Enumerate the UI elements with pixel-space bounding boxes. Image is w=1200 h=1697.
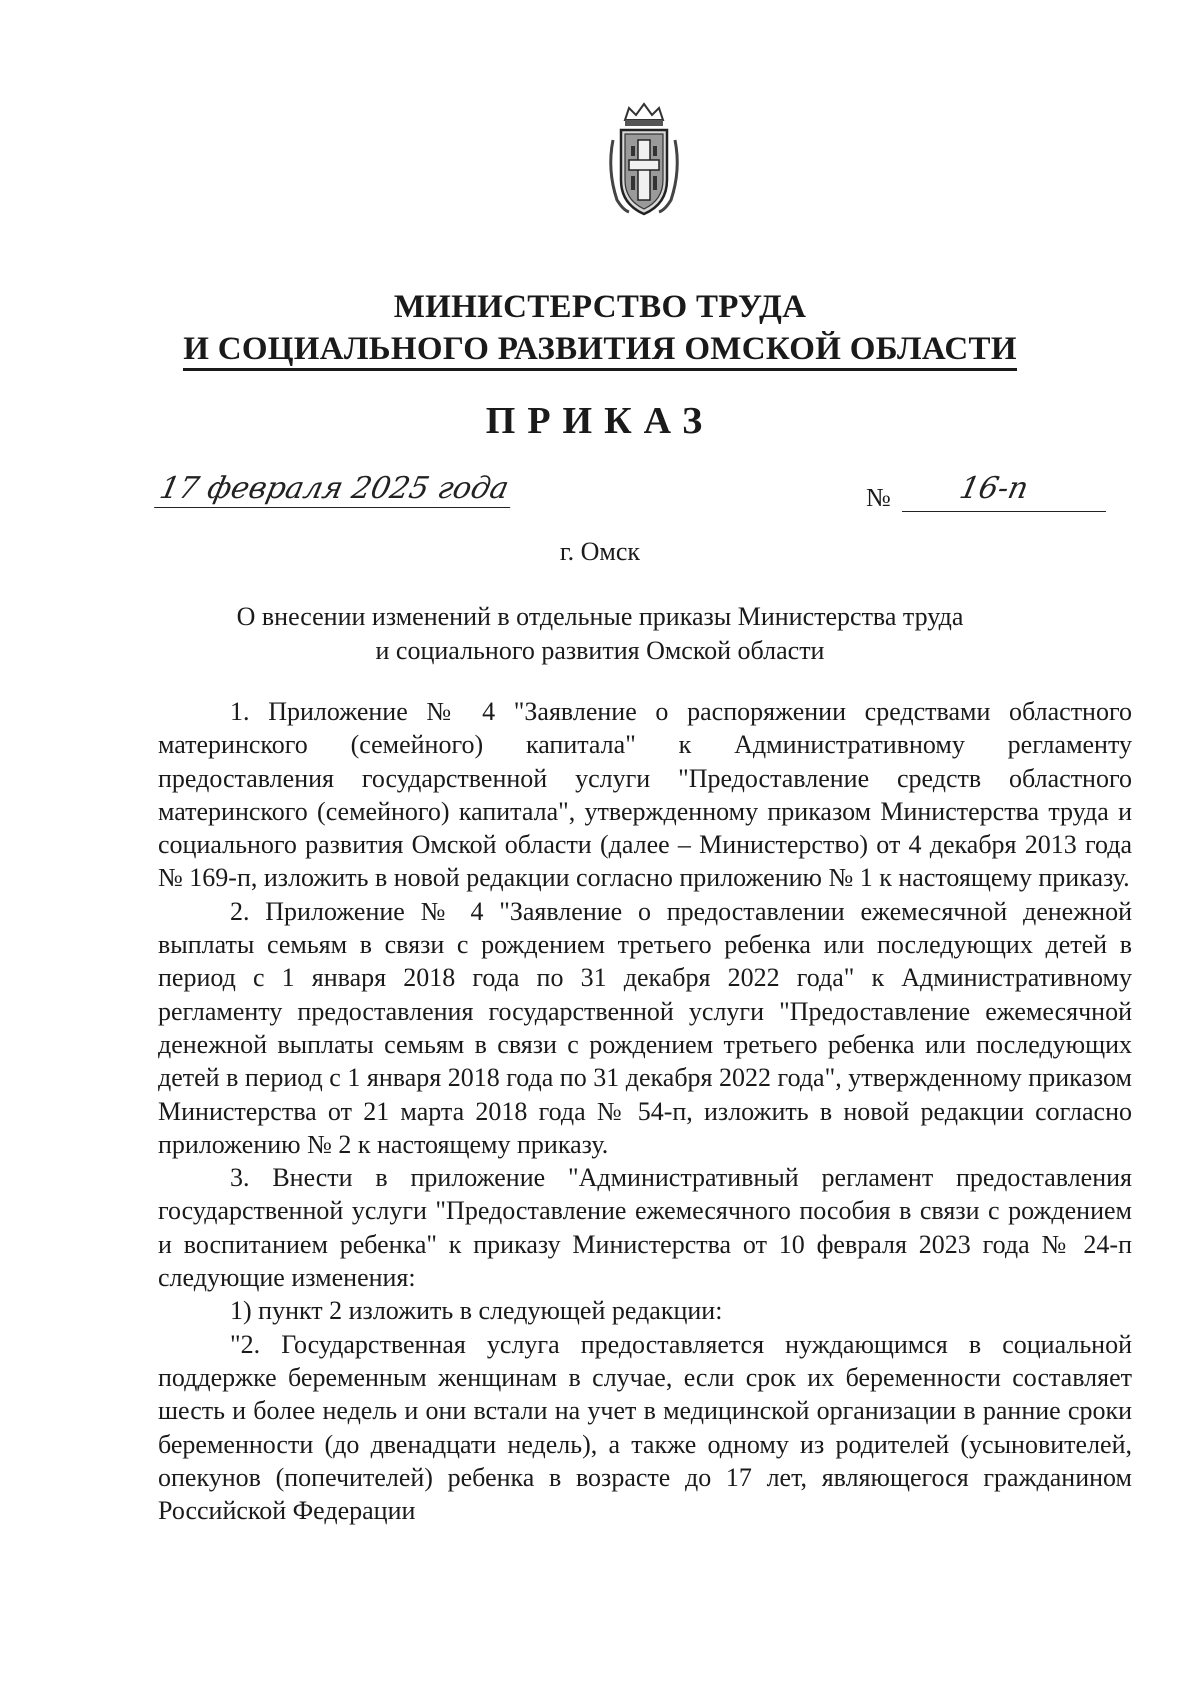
- subject-line2: и социального развития Омской области: [375, 636, 825, 665]
- document-body: [158, 695, 1132, 1527]
- document-type-title: ПРИКАЗ: [485, 400, 715, 442]
- body-paragraph: 3. Внести в приложение "Административный регламент предоставления государственной услуги "Предоставление ежемесячного пособия в связи с рождением и воспитанием ребенка" к приказу Министерства от 10 февраля 2023 года № 24-п следующие изменения:: [158, 1163, 1132, 1293]
- number-label: №: [866, 483, 891, 512]
- handwritten-order-number: 16-п: [956, 471, 1032, 506]
- handwritten-date: 17 февраля 2025 года: [154, 471, 518, 508]
- ministry-name-line2-text: И СОЦИАЛЬНОГО РАЗВИТИЯ ОМСКОЙ ОБЛАСТИ: [183, 331, 1017, 371]
- omsk-coat-of-arms-icon: [603, 100, 685, 220]
- body-paragraph: "2. Государственная услуга предоставляется нуждающимся в социальной поддержке беременным женщинам в случае, если срок их беременности составляет шесть и более недель и они встали на учет в медицинской организации в ранние сроки беременности (до двенадцати недель), а также одному из родителей (усыновителей, опекунов (попечителей) ребенка в возрасте до 17 лет, являющегося гражданином Российской Федерации: [158, 1329, 1132, 1526]
- body-paragraph: 1) пункт 2 изложить в следующей редакции:: [230, 1296, 723, 1326]
- ministry-name-line2: [0, 329, 1200, 369]
- city-name: г. Омск: [559, 537, 641, 566]
- body-paragraph: 1. Приложение № 4 "Заявление о распоряжении средствами областного материнского (семейного) капитала" к Административному регламенту предоставления государственной услуги "Предоставление средств областного материнского (семейного) капитала", утвержденному приказом Министерства труда и социального развития Омской области (далее – Министерство) от 4 декабря 2013 года № 169-п, изложить в новой редакции согласно приложению № 1 к настоящему приказу.: [158, 697, 1132, 893]
- ministry-name-line1: МИНИСТЕРСТВО ТРУДА: [393, 289, 807, 325]
- body-paragraph: 2. Приложение № 4 "Заявление о предоставлении ежемесячной денежной выплаты семьям в связи с рождением третьего ребенка или последующих детей в период с 1 января 2018 года по 31 декабря 2022 года" к Административному регламенту предоставления государственной услуги "Предоставление ежемесячной денежной выплаты семьям в связи с рождением третьего ребенка или последующих детей в период с 1 января 2018 года по 31 декабря 2022 года", утвержденному приказом Министерства от 21 марта 2018 года № 54-п, изложить в новой редакции согласно приложению № 2 к настоящему приказу.: [158, 896, 1132, 1159]
- subject-line1: О внесении изменений в отдельные приказы Министерства труда: [236, 602, 964, 631]
